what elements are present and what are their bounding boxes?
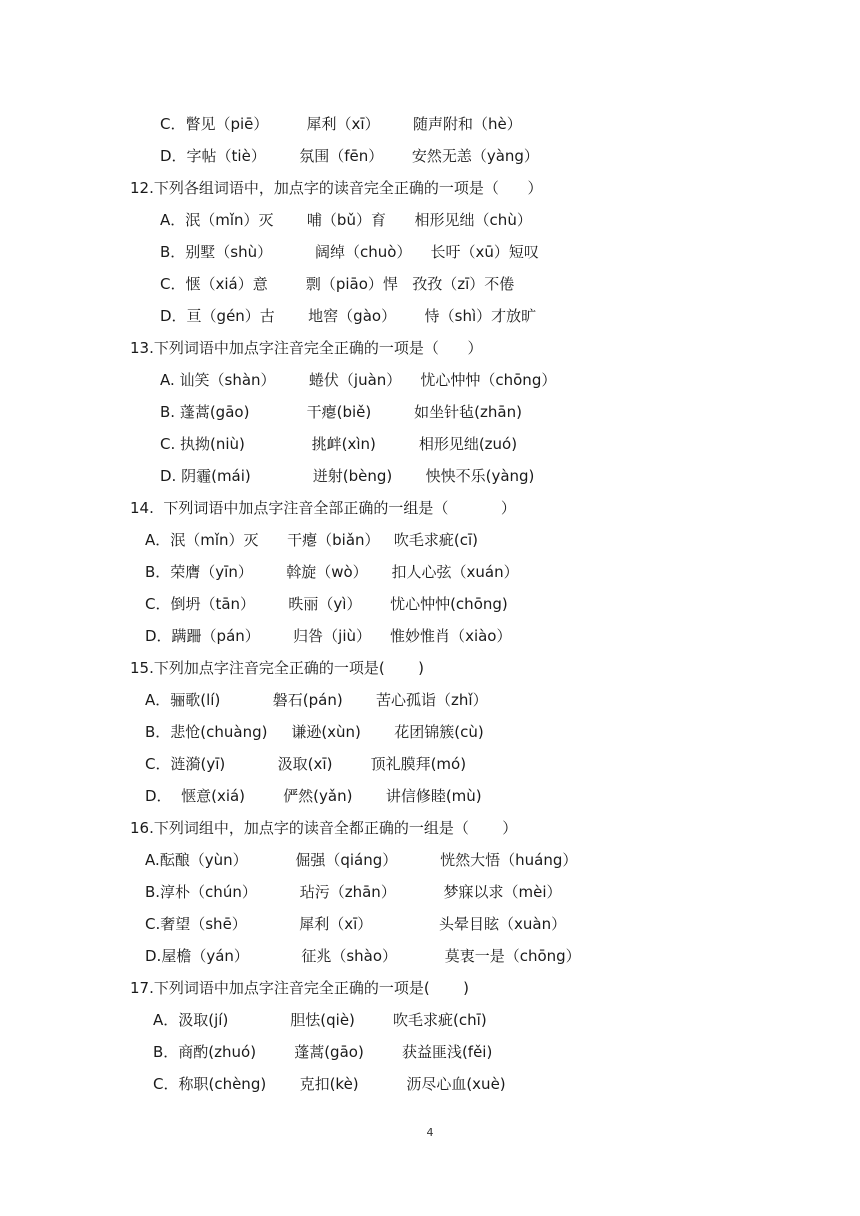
text-line: D．蹒跚（pán） 归咎（jiù） 惟妙惟肖（xiào） (145, 627, 512, 645)
text-line: 14. 下列词语中加点字注音全部正确的一组是（ ） (130, 499, 516, 517)
text-line: B．悲怆(chuàng) 谦逊(xùn) 花团锦簇(cù) (145, 723, 484, 741)
text-line: C．惬（xiá）意 剽（piāo）悍 孜孜（zī）不倦 (160, 275, 515, 293)
text-line: D．字帖（tiè） 氛围（fēn） 安然无恙（yàng） (160, 147, 539, 165)
text-line: D． 惬意(xiá) 俨然(yǎn) 讲信修睦(mù) (145, 787, 482, 805)
text-line: A．泯（mǐn）灭 哺（bǔ）育 相形见绌（chù） (160, 211, 532, 229)
text-line: 13.下列词语中加点字注音完全正确的一项是（ ） (130, 339, 483, 357)
text-line: 16.下列词组中，加点字的读音全都正确的一组是（ ） (130, 819, 518, 837)
text-line: C．倒坍（tān） 昳丽（yì） 忧心忡忡(chōng) (145, 595, 508, 613)
text-line: A.酝酿（yùn） 倔强（qiáng） 恍然大悟（huáng） (145, 851, 578, 869)
text-line: B．荣膺（yīn） 斡旋（wò） 扣人心弦（xuán） (145, 563, 519, 581)
text-line: C．涟漪(yī) 汲取(xī) 顶礼膜拜(mó) (145, 755, 467, 773)
text-line: B．别墅（shù） 阔绰（chuò） 长吁（xū）短叹 (160, 243, 539, 261)
text-line: A．汲取(jí) 胆怯(qiè) 吹毛求疵(chī) (153, 1011, 487, 1029)
text-line: 15.下列加点字注音完全正确的一项是( ) (130, 659, 424, 677)
text-line: D. 阴霾(mái) 迸射(bèng) 怏怏不乐(yàng) (160, 467, 535, 485)
text-line: A．骊歌(lí) 磐石(pán) 苦心孤诣（zhǐ） (145, 691, 488, 709)
text-line: A．泯（mǐn）灭 干瘪（biǎn） 吹毛求疵(cī) (145, 531, 478, 549)
text-line: C.奢望（shē） 犀利（xī） 头晕目眩（xuàn） (145, 915, 567, 933)
text-line: C．称职(chèng) 克扣(kè) 沥尽心血(xuè) (153, 1075, 506, 1093)
text-line: D.屋檐（yán） 征兆（shào） 莫衷一是（chōng） (145, 947, 581, 965)
text-line: 12.下列各组词语中，加点字的读音完全正确的一项是（ ） (130, 179, 543, 197)
text-line: C. 执拗(niù) 挑衅(xìn) 相形见绌(zuó) (160, 435, 518, 453)
text-line: D．亘（gén）古 地窖（gào） 恃（shì）才放旷 (160, 307, 537, 325)
text-line: A. 讪笑（shàn） 蜷伏（juàn） 忧心忡忡（chōng） (160, 371, 557, 389)
text-line: B. 蓬蒿(gāo) 干瘪(biě) 如坐针毡(zhān) (160, 403, 522, 421)
text-line: C．瞥见（piē） 犀利（xī） 随声附和（hè） (160, 115, 522, 133)
text-line: 17.下列词语中加点字注音完全正确的一项是( ) (130, 979, 469, 997)
page-number: 4 (426, 1126, 434, 1139)
text-line: B．商酌(zhuó) 蓬蒿(gāo) 获益匪浅(fěi) (153, 1043, 493, 1061)
text-line: B.淳朴（chún） 玷污（zhān） 梦寐以求（mèi） (145, 883, 562, 901)
